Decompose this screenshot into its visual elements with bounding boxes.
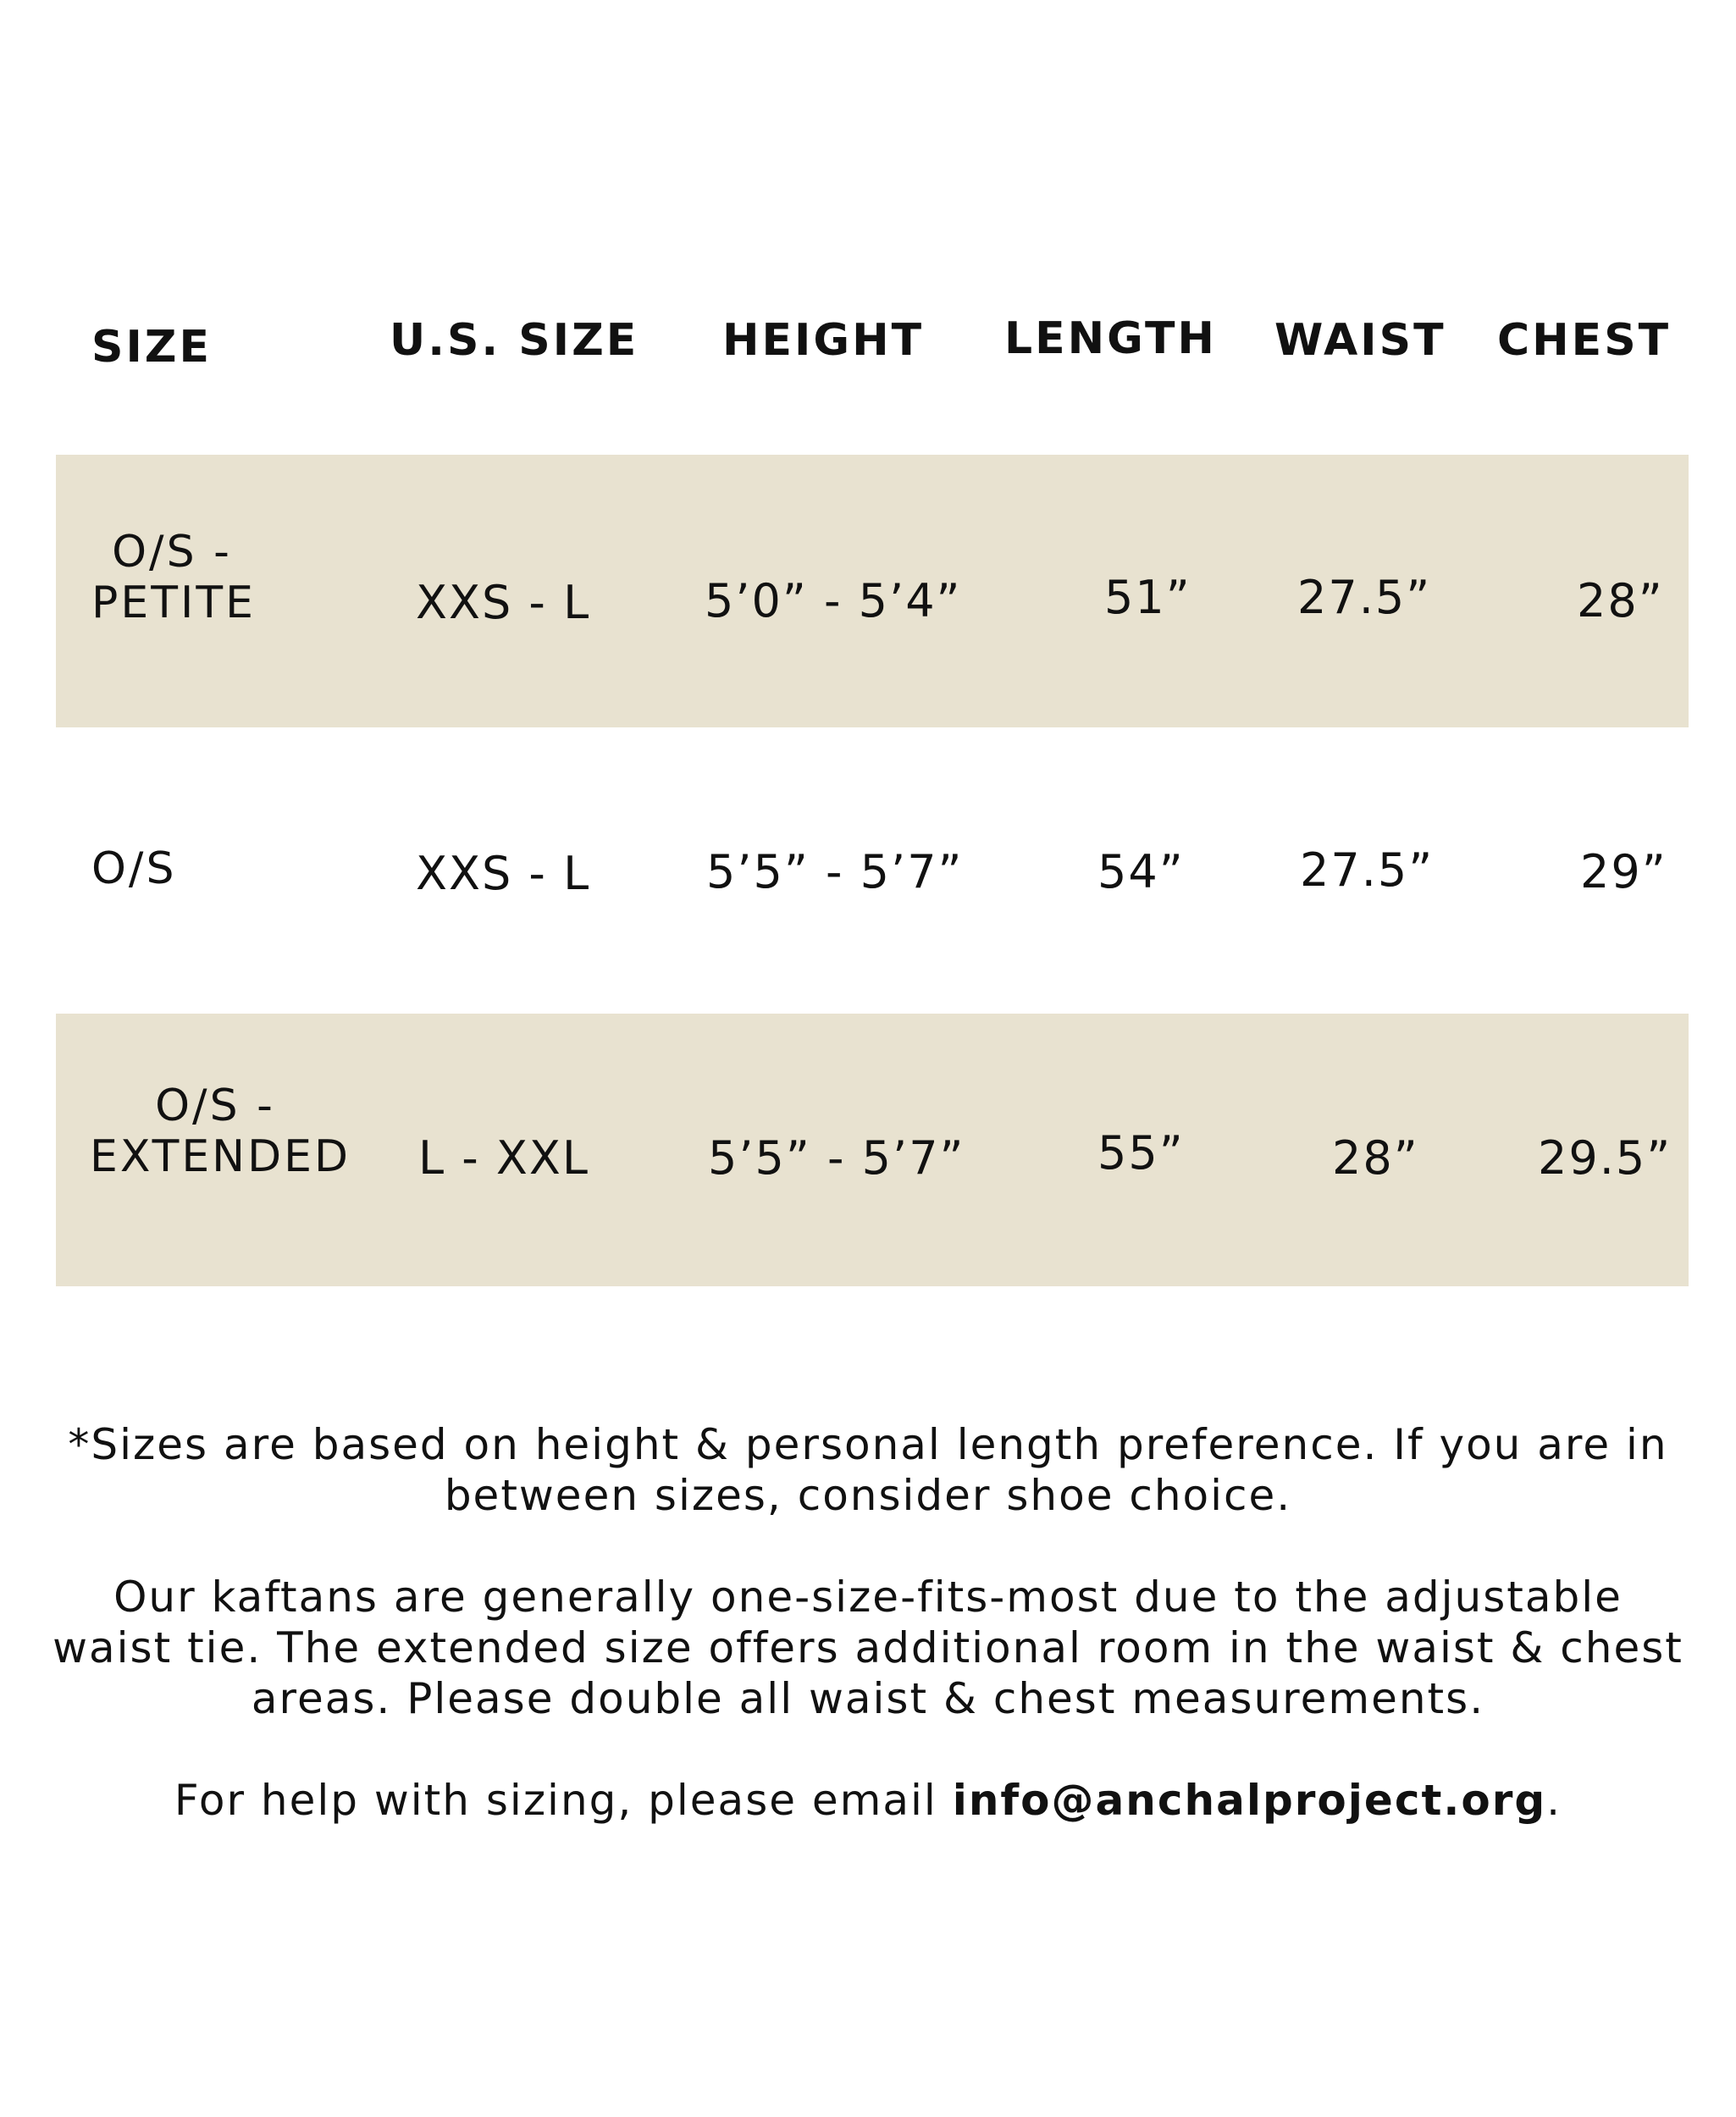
header-size: SIZE: [91, 322, 213, 373]
size-cell: [91, 843, 185, 894]
size-line-1: O/S -: [112, 527, 232, 578]
us-size-cell: L - XXL: [418, 1131, 589, 1185]
note-help: [51, 1775, 1685, 1826]
size-cell: [90, 1081, 351, 1182]
help-text: For help with sizing, please email: [174, 1776, 953, 1825]
chest-cell: 29.5”: [1538, 1131, 1672, 1185]
chest-cell: 29”: [1580, 845, 1667, 898]
height-cell: 5’0” - 5’4”: [705, 574, 962, 627]
note-paragraph-3: [51, 1775, 1685, 1826]
help-text-suffix: .: [1546, 1776, 1562, 1825]
header-length: LENGTH: [1004, 313, 1217, 364]
length-cell: 51”: [1104, 571, 1191, 624]
height-cell: 5’5” - 5’7”: [708, 1131, 965, 1185]
length-cell: 54”: [1097, 845, 1185, 898]
note-size-guidance: [51, 1419, 1685, 1521]
header-us-size: U.S. SIZE: [390, 315, 639, 366]
size-line-2: EXTENDED: [90, 1131, 351, 1182]
size-cell: [91, 527, 256, 628]
waist-cell: 27.5”: [1297, 571, 1432, 624]
us-size-cell: XXS - L: [416, 847, 591, 900]
header-chest: CHEST: [1497, 315, 1672, 366]
size-line-2: PETITE: [91, 578, 256, 628]
note-paragraph-2: Our kaftans are generally one-size-fits-most due to the adjustable waist tie. The extended size offers additional room in the waist & chest areas. Please double all waist & chest measurements.: [53, 1573, 1683, 1723]
note-paragraph-1: *Sizes are based on height & personal length preference. If you are in between sizes, consider shoe choice.: [68, 1420, 1668, 1520]
height-cell: 5’5” - 5’7”: [706, 845, 964, 898]
header-waist: WAIST: [1274, 315, 1446, 366]
waist-cell: 27.5”: [1300, 843, 1435, 897]
length-cell: 55”: [1097, 1126, 1185, 1180]
note-kaftan-fit: [51, 1572, 1685, 1724]
waist-cell: 28”: [1332, 1131, 1419, 1185]
us-size-cell: XXS - L: [416, 576, 591, 629]
help-email-link[interactable]: info@anchalproject.org: [952, 1776, 1547, 1825]
chest-cell: 28”: [1577, 574, 1664, 627]
size-line-1: O/S -: [155, 1081, 275, 1131]
size-line-1: O/S: [91, 843, 177, 894]
header-height: HEIGHT: [722, 315, 925, 366]
